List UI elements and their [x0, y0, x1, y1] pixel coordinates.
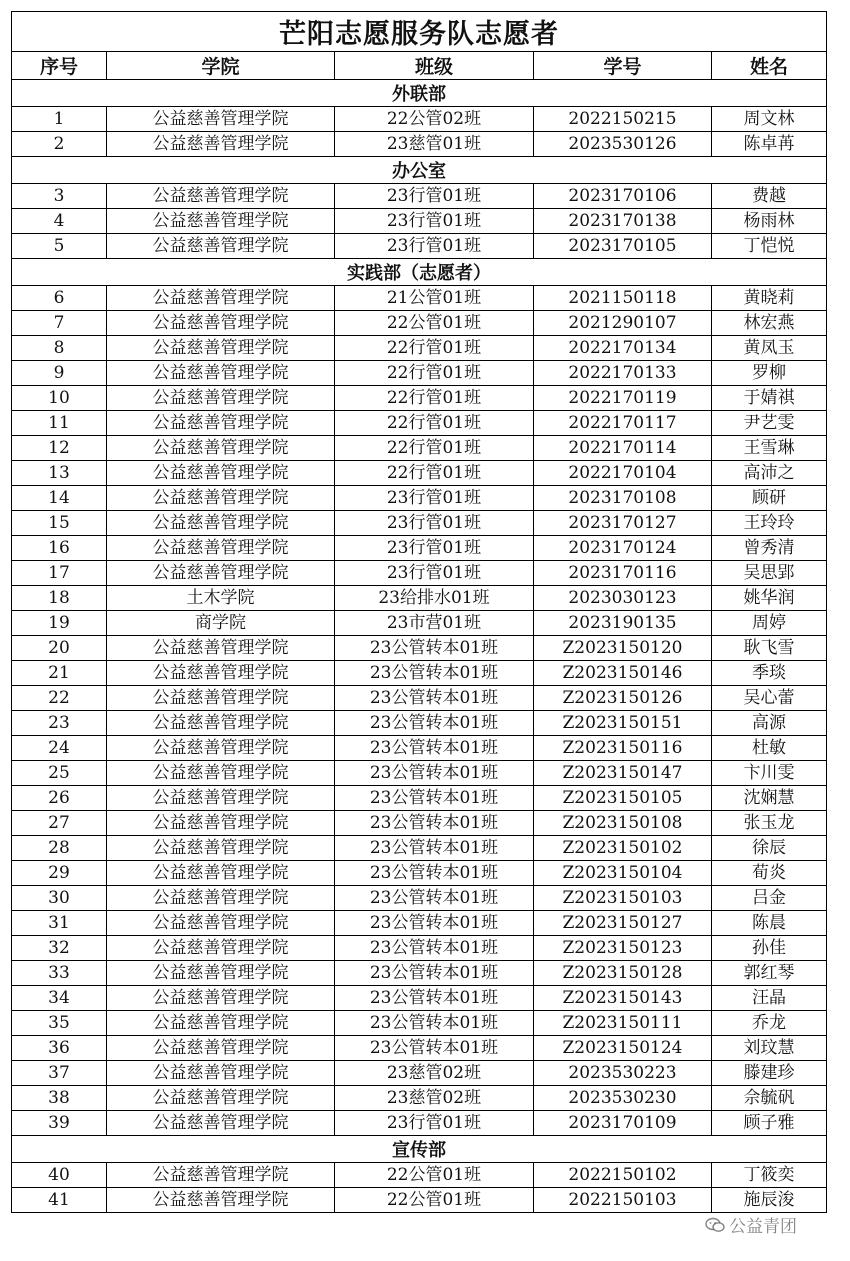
- cell-college: 公益慈善管理学院: [107, 1163, 335, 1188]
- table-row: [12, 836, 827, 861]
- cell-index: 4: [12, 209, 107, 234]
- cell-name: 林宏燕: [712, 311, 827, 336]
- cell-student-id: Z2023150104: [534, 861, 712, 886]
- cell-index: 36: [12, 1036, 107, 1061]
- cell-name: 施辰浚: [712, 1188, 827, 1213]
- cell-student-id: Z2023150143: [534, 986, 712, 1011]
- cell-student-id: 2023170106: [534, 184, 712, 209]
- cell-index: 13: [12, 461, 107, 486]
- cell-name: 周婷: [712, 611, 827, 636]
- cell-index: 2: [12, 132, 107, 157]
- cell-index: 3: [12, 184, 107, 209]
- cell-class: 23公管转本01班: [335, 761, 534, 786]
- cell-class: 23公管转本01班: [335, 961, 534, 986]
- cell-college: 公益慈善管理学院: [107, 961, 335, 986]
- cell-name: 滕建珍: [712, 1061, 827, 1086]
- cell-index: 31: [12, 911, 107, 936]
- cell-class: 22行管01班: [335, 436, 534, 461]
- cell-student-id: Z2023150105: [534, 786, 712, 811]
- cell-college: 公益慈善管理学院: [107, 636, 335, 661]
- cell-name: 姚华润: [712, 586, 827, 611]
- cell-college: 公益慈善管理学院: [107, 786, 335, 811]
- cell-college: 公益慈善管理学院: [107, 536, 335, 561]
- cell-class: 23公管转本01班: [335, 686, 534, 711]
- cell-name: 高沛之: [712, 461, 827, 486]
- table-body: [12, 80, 827, 1213]
- cell-name: 顾研: [712, 486, 827, 511]
- table-row: [12, 1111, 827, 1136]
- cell-name: 刘玟慧: [712, 1036, 827, 1061]
- cell-name: 丁筱奕: [712, 1163, 827, 1188]
- table-row: [12, 1061, 827, 1086]
- table-row: [12, 561, 827, 586]
- cell-name: 郭红琴: [712, 961, 827, 986]
- cell-student-id: 2023530223: [534, 1061, 712, 1086]
- cell-college: 公益慈善管理学院: [107, 711, 335, 736]
- cell-class: 23公管转本01班: [335, 811, 534, 836]
- cell-college: 公益慈善管理学院: [107, 1036, 335, 1061]
- cell-class: 22行管01班: [335, 336, 534, 361]
- cell-name: 王雪琳: [712, 436, 827, 461]
- cell-student-id: 2023530126: [534, 132, 712, 157]
- cell-college: 公益慈善管理学院: [107, 107, 335, 132]
- table-row: [12, 1011, 827, 1036]
- cell-class: 23公管转本01班: [335, 661, 534, 686]
- cell-college: 公益慈善管理学院: [107, 1111, 335, 1136]
- cell-student-id: 2022150215: [534, 107, 712, 132]
- cell-class: 22公管01班: [335, 311, 534, 336]
- table-row: [12, 336, 827, 361]
- table-row: [12, 461, 827, 486]
- cell-class: 23行管01班: [335, 184, 534, 209]
- cell-class: 23行管01班: [335, 561, 534, 586]
- cell-class: 23行管01班: [335, 1111, 534, 1136]
- table-row: [12, 1163, 827, 1188]
- cell-student-id: Z2023150127: [534, 911, 712, 936]
- cell-student-id: 2023030123: [534, 586, 712, 611]
- cell-index: 37: [12, 1061, 107, 1086]
- cell-name: 汪晶: [712, 986, 827, 1011]
- cell-student-id: Z2023150128: [534, 961, 712, 986]
- section-title: 办公室: [12, 157, 827, 184]
- cell-college: 公益慈善管理学院: [107, 461, 335, 486]
- cell-student-id: 2023170116: [534, 561, 712, 586]
- cell-name: 顾子雅: [712, 1111, 827, 1136]
- cell-student-id: Z2023150116: [534, 736, 712, 761]
- cell-student-id: 2023170109: [534, 1111, 712, 1136]
- header-name: 姓名: [712, 52, 827, 80]
- cell-college: 土木学院: [107, 586, 335, 611]
- cell-index: 18: [12, 586, 107, 611]
- cell-class: 23慈管02班: [335, 1061, 534, 1086]
- cell-name: 佘毓矾: [712, 1086, 827, 1111]
- cell-class: 23行管01班: [335, 486, 534, 511]
- cell-class: 23公管转本01班: [335, 861, 534, 886]
- cell-name: 罗柳: [712, 361, 827, 386]
- cell-index: 25: [12, 761, 107, 786]
- table-row: [12, 234, 827, 259]
- cell-class: 23公管转本01班: [335, 636, 534, 661]
- cell-class: 22行管01班: [335, 386, 534, 411]
- cell-index: 1: [12, 107, 107, 132]
- cell-student-id: Z2023150111: [534, 1011, 712, 1036]
- cell-index: 24: [12, 736, 107, 761]
- cell-name: 尹艺雯: [712, 411, 827, 436]
- table-row: [12, 486, 827, 511]
- cell-college: 公益慈善管理学院: [107, 986, 335, 1011]
- cell-class: 23行管01班: [335, 209, 534, 234]
- table-row: [12, 209, 827, 234]
- cell-student-id: 2022150102: [534, 1163, 712, 1188]
- cell-index: 26: [12, 786, 107, 811]
- cell-class: 23给排水01班: [335, 586, 534, 611]
- cell-name: 陈卓苒: [712, 132, 827, 157]
- cell-class: 23公管转本01班: [335, 911, 534, 936]
- cell-college: 公益慈善管理学院: [107, 911, 335, 936]
- section-title: 宣传部: [12, 1136, 827, 1163]
- table-row: [12, 861, 827, 886]
- cell-index: 15: [12, 511, 107, 536]
- cell-name: 徐辰: [712, 836, 827, 861]
- cell-class: 22行管01班: [335, 461, 534, 486]
- cell-name: 于婧祺: [712, 386, 827, 411]
- cell-index: 19: [12, 611, 107, 636]
- table-row: [12, 911, 827, 936]
- cell-name: 吴思郢: [712, 561, 827, 586]
- cell-college: 公益慈善管理学院: [107, 1061, 335, 1086]
- table-row: [12, 636, 827, 661]
- cell-name: 陈晨: [712, 911, 827, 936]
- cell-student-id: 2021290107: [534, 311, 712, 336]
- header-row: [12, 52, 827, 80]
- cell-college: 公益慈善管理学院: [107, 886, 335, 911]
- cell-college: 公益慈善管理学院: [107, 209, 335, 234]
- cell-student-id: 2022170104: [534, 461, 712, 486]
- cell-index: 16: [12, 536, 107, 561]
- cell-index: 29: [12, 861, 107, 886]
- table-title: 芒阳志愿服务队志愿者: [12, 12, 827, 52]
- cell-class: 23行管01班: [335, 511, 534, 536]
- cell-name: 王玲玲: [712, 511, 827, 536]
- cell-class: 23公管转本01班: [335, 886, 534, 911]
- table-row: [12, 761, 827, 786]
- table-row: [12, 311, 827, 336]
- cell-index: 9: [12, 361, 107, 386]
- cell-index: 40: [12, 1163, 107, 1188]
- table-row: [12, 661, 827, 686]
- cell-name: 黄凤玉: [712, 336, 827, 361]
- cell-name: 吴心蕾: [712, 686, 827, 711]
- wechat-icon: [705, 1217, 725, 1233]
- table-row: [12, 536, 827, 561]
- cell-college: 公益慈善管理学院: [107, 184, 335, 209]
- cell-class: 23行管01班: [335, 234, 534, 259]
- cell-student-id: Z2023150147: [534, 761, 712, 786]
- cell-college: 公益慈善管理学院: [107, 661, 335, 686]
- cell-college: 公益慈善管理学院: [107, 561, 335, 586]
- cell-student-id: 2023530230: [534, 1086, 712, 1111]
- cell-college: 公益慈善管理学院: [107, 361, 335, 386]
- cell-name: 高源: [712, 711, 827, 736]
- header-college: 学院: [107, 52, 335, 80]
- cell-college: 公益慈善管理学院: [107, 511, 335, 536]
- cell-student-id: 2023170138: [534, 209, 712, 234]
- cell-index: 7: [12, 311, 107, 336]
- table-row: [12, 961, 827, 986]
- cell-class: 22行管01班: [335, 411, 534, 436]
- volunteer-table: [11, 11, 827, 1213]
- cell-name: 杨雨林: [712, 209, 827, 234]
- header-student-id: 学号: [534, 52, 712, 80]
- cell-class: 22公管02班: [335, 107, 534, 132]
- cell-name: 周文林: [712, 107, 827, 132]
- cell-name: 孙佳: [712, 936, 827, 961]
- cell-class: 23公管转本01班: [335, 786, 534, 811]
- cell-student-id: 2023170105: [534, 234, 712, 259]
- cell-student-id: 2023170108: [534, 486, 712, 511]
- cell-index: 21: [12, 661, 107, 686]
- cell-index: 10: [12, 386, 107, 411]
- cell-index: 22: [12, 686, 107, 711]
- cell-student-id: 2022170117: [534, 411, 712, 436]
- cell-student-id: 2023170124: [534, 536, 712, 561]
- table-row: [12, 711, 827, 736]
- table-row: [12, 386, 827, 411]
- cell-name: 张玉龙: [712, 811, 827, 836]
- table-row: [12, 811, 827, 836]
- cell-student-id: 2023170127: [534, 511, 712, 536]
- header-index: 序号: [12, 52, 107, 80]
- table-row: [12, 1086, 827, 1111]
- cell-index: 33: [12, 961, 107, 986]
- cell-student-id: 2023190135: [534, 611, 712, 636]
- cell-index: 27: [12, 811, 107, 836]
- cell-student-id: Z2023150102: [534, 836, 712, 861]
- table-row: [12, 132, 827, 157]
- cell-college: 公益慈善管理学院: [107, 861, 335, 886]
- cell-college: 公益慈善管理学院: [107, 311, 335, 336]
- cell-index: 17: [12, 561, 107, 586]
- cell-name: 沈娴慧: [712, 786, 827, 811]
- cell-class: 23慈管02班: [335, 1086, 534, 1111]
- cell-index: 6: [12, 286, 107, 311]
- cell-class: 23公管转本01班: [335, 1011, 534, 1036]
- cell-index: 30: [12, 886, 107, 911]
- cell-index: 38: [12, 1086, 107, 1111]
- cell-college: 公益慈善管理学院: [107, 836, 335, 861]
- cell-index: 5: [12, 234, 107, 259]
- cell-name: 荀炎: [712, 861, 827, 886]
- cell-student-id: Z2023150103: [534, 886, 712, 911]
- cell-index: 41: [12, 1188, 107, 1213]
- cell-index: 12: [12, 436, 107, 461]
- cell-index: 28: [12, 836, 107, 861]
- cell-index: 35: [12, 1011, 107, 1036]
- cell-college: 公益慈善管理学院: [107, 761, 335, 786]
- cell-name: 吕金: [712, 886, 827, 911]
- table-row: [12, 1188, 827, 1213]
- cell-name: 卞川雯: [712, 761, 827, 786]
- cell-class: 23公管转本01班: [335, 711, 534, 736]
- cell-college: 公益慈善管理学院: [107, 811, 335, 836]
- cell-class: 22行管01班: [335, 361, 534, 386]
- cell-college: 公益慈善管理学院: [107, 1188, 335, 1213]
- table-row: [12, 286, 827, 311]
- cell-college: 公益慈善管理学院: [107, 386, 335, 411]
- cell-class: 21公管01班: [335, 286, 534, 311]
- cell-student-id: 2022170134: [534, 336, 712, 361]
- cell-college: 公益慈善管理学院: [107, 486, 335, 511]
- cell-student-id: Z2023150120: [534, 636, 712, 661]
- cell-student-id: Z2023150126: [534, 686, 712, 711]
- cell-name: 黄晓莉: [712, 286, 827, 311]
- cell-college: 商学院: [107, 611, 335, 636]
- table-row: [12, 611, 827, 636]
- cell-student-id: Z2023150146: [534, 661, 712, 686]
- cell-student-id: 2022170133: [534, 361, 712, 386]
- cell-student-id: 2021150118: [534, 286, 712, 311]
- cell-college: 公益慈善管理学院: [107, 411, 335, 436]
- cell-college: 公益慈善管理学院: [107, 1086, 335, 1111]
- watermark-text: 公益青团: [729, 1217, 797, 1237]
- cell-index: 8: [12, 336, 107, 361]
- cell-college: 公益慈善管理学院: [107, 686, 335, 711]
- cell-student-id: Z2023150124: [534, 1036, 712, 1061]
- section-row: [12, 1136, 827, 1163]
- cell-college: 公益慈善管理学院: [107, 286, 335, 311]
- table-row: [12, 586, 827, 611]
- cell-college: 公益慈善管理学院: [107, 1011, 335, 1036]
- table-row: [12, 736, 827, 761]
- table-row: [12, 936, 827, 961]
- cell-student-id: 2022170119: [534, 386, 712, 411]
- cell-class: 22公管01班: [335, 1188, 534, 1213]
- cell-class: 22公管01班: [335, 1163, 534, 1188]
- cell-college: 公益慈善管理学院: [107, 436, 335, 461]
- cell-class: 23公管转本01班: [335, 836, 534, 861]
- cell-college: 公益慈善管理学院: [107, 936, 335, 961]
- cell-name: 丁恺悦: [712, 234, 827, 259]
- table-row: [12, 361, 827, 386]
- cell-class: 23公管转本01班: [335, 736, 534, 761]
- cell-name: 杜敏: [712, 736, 827, 761]
- cell-class: 23行管01班: [335, 536, 534, 561]
- section-row: [12, 259, 827, 286]
- cell-college: 公益慈善管理学院: [107, 234, 335, 259]
- table-row: [12, 184, 827, 209]
- cell-class: 23市营01班: [335, 611, 534, 636]
- table-row: [12, 886, 827, 911]
- table-row: [12, 511, 827, 536]
- watermark: [705, 1212, 797, 1237]
- cell-index: 39: [12, 1111, 107, 1136]
- cell-index: 11: [12, 411, 107, 436]
- table-row: [12, 786, 827, 811]
- cell-college: 公益慈善管理学院: [107, 132, 335, 157]
- cell-class: 23公管转本01班: [335, 1036, 534, 1061]
- cell-student-id: Z2023150123: [534, 936, 712, 961]
- table-row: [12, 107, 827, 132]
- section-title: 实践部（志愿者）: [12, 259, 827, 286]
- section-row: [12, 80, 827, 107]
- table-row: [12, 686, 827, 711]
- cell-college: 公益慈善管理学院: [107, 736, 335, 761]
- cell-name: 耿飞雪: [712, 636, 827, 661]
- header-class: 班级: [335, 52, 534, 80]
- cell-class: 23公管转本01班: [335, 936, 534, 961]
- cell-index: 14: [12, 486, 107, 511]
- cell-student-id: Z2023150151: [534, 711, 712, 736]
- table-row: [12, 1036, 827, 1061]
- cell-name: 季琰: [712, 661, 827, 686]
- cell-student-id: 2022150103: [534, 1188, 712, 1213]
- cell-index: 20: [12, 636, 107, 661]
- table-row: [12, 986, 827, 1011]
- cell-name: 乔龙: [712, 1011, 827, 1036]
- cell-college: 公益慈善管理学院: [107, 336, 335, 361]
- table-row: [12, 436, 827, 461]
- section-title: 外联部: [12, 80, 827, 107]
- table-row: [12, 411, 827, 436]
- cell-name: 费越: [712, 184, 827, 209]
- cell-index: 34: [12, 986, 107, 1011]
- cell-student-id: 2022170114: [534, 436, 712, 461]
- section-row: [12, 157, 827, 184]
- cell-class: 23慈管01班: [335, 132, 534, 157]
- cell-class: 23公管转本01班: [335, 986, 534, 1011]
- cell-index: 32: [12, 936, 107, 961]
- cell-student-id: Z2023150108: [534, 811, 712, 836]
- cell-index: 23: [12, 711, 107, 736]
- cell-name: 曾秀清: [712, 536, 827, 561]
